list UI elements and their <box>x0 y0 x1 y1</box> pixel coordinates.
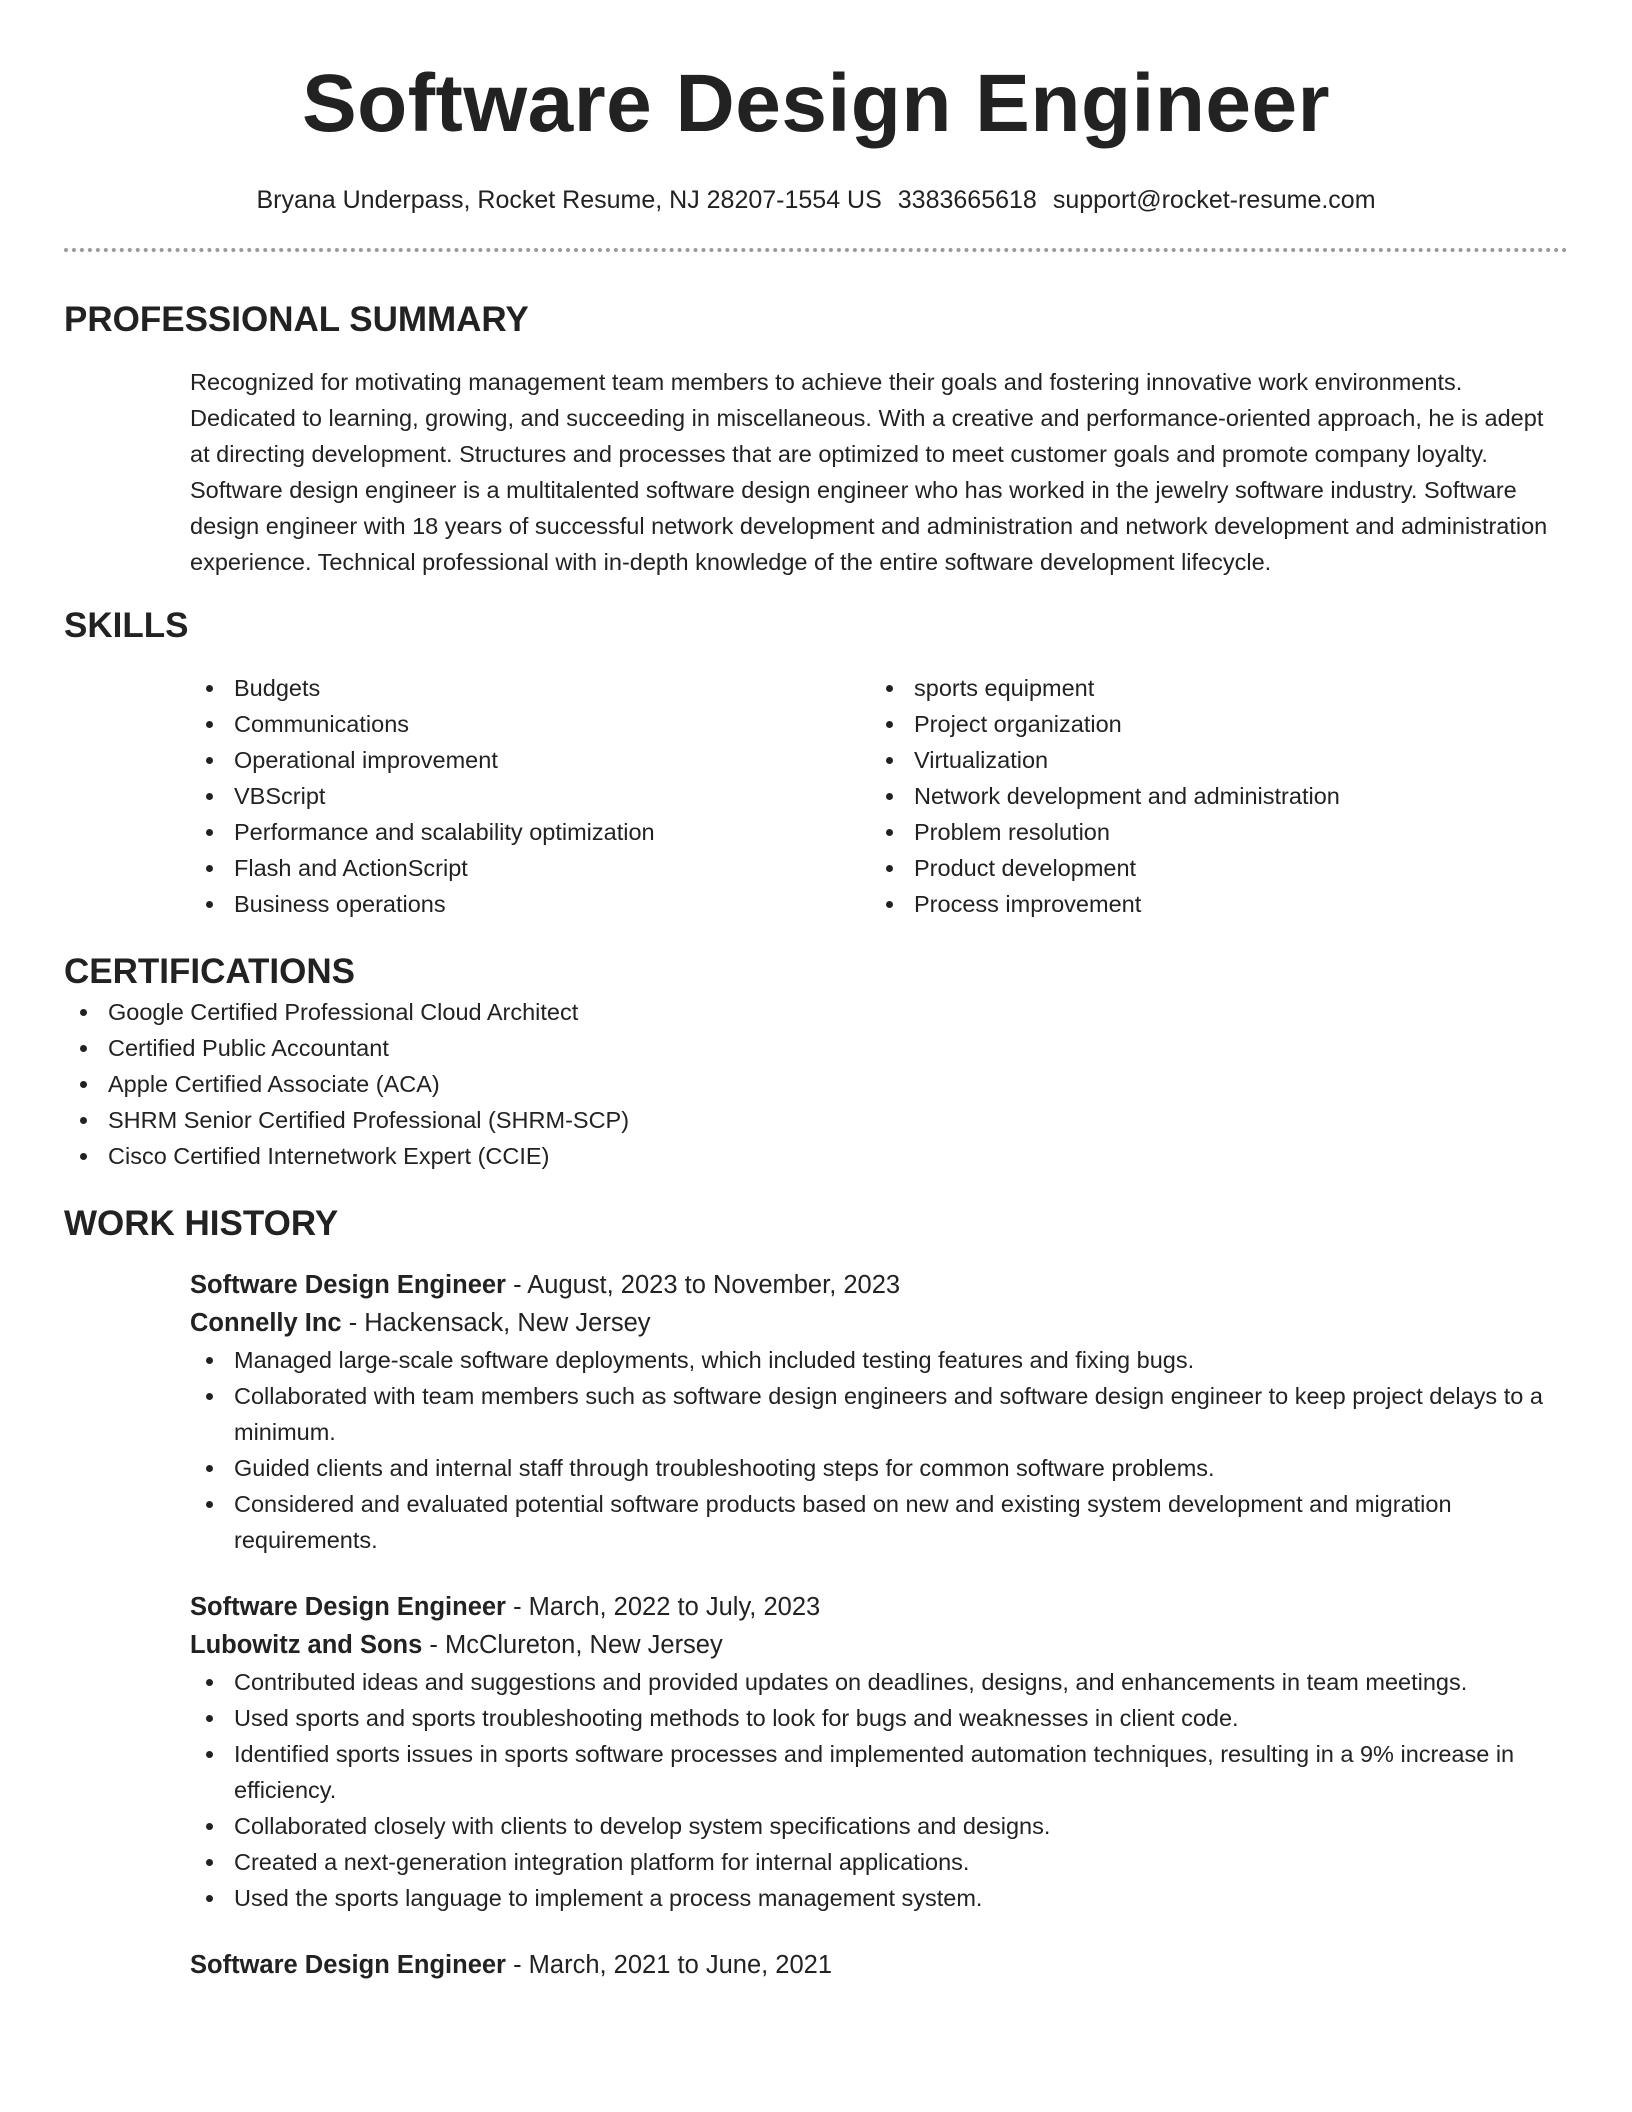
job-company: Lubowitz and Sons <box>190 1631 423 1659</box>
certification-item: Certified Public Accountant <box>64 1030 1568 1066</box>
section-title-certifications: CERTIFICATIONS <box>64 952 356 991</box>
job-entry <box>190 1588 1568 1916</box>
certification-item: Google Certified Professional Cloud Architect <box>64 994 1568 1030</box>
job-role-line <box>190 1266 1568 1304</box>
skill-item: Budgets <box>190 670 870 706</box>
job-bullet: Guided clients and internal staff through troubleshooting steps for common software problems. <box>190 1450 1568 1486</box>
skill-item: Flash and ActionScript <box>190 850 870 886</box>
certification-item: SHRM Senior Certified Professional (SHRM-SCP) <box>64 1102 1568 1138</box>
skills-column-right <box>870 670 1550 922</box>
job-bullet: Used the sports language to implement a process management system. <box>190 1880 1568 1916</box>
job-bullet: Contributed ideas and suggestions and provided updates on deadlines, designs, and enhancements in team meetings. <box>190 1664 1568 1700</box>
skill-item: Problem resolution <box>870 814 1550 850</box>
resume-page <box>64 0 1568 1984</box>
job-entry <box>190 1266 1568 1558</box>
certification-item: Cisco Certified Internetwork Expert (CCIE) <box>64 1138 1568 1174</box>
job-location: - McClureton, New Jersey <box>422 1631 723 1659</box>
skill-item: Project organization <box>870 706 1550 742</box>
job-bullet: Used sports and sports troubleshooting methods to look for bugs and weaknesses in client code. <box>190 1700 1568 1736</box>
skills-column-left <box>190 670 870 922</box>
job-bullet: Considered and evaluated potential software products based on new and existing system development and migration requirements. <box>190 1486 1568 1558</box>
skill-item: VBScript <box>190 778 870 814</box>
skill-item: Communications <box>190 706 870 742</box>
contact-email[interactable]: support@rocket-resume.com <box>1052 186 1376 214</box>
job-dates: - March, 2021 to June, 2021 <box>506 1951 833 1979</box>
section-title-skills: SKILLS <box>64 606 189 645</box>
skill-item: Network development and administration <box>870 778 1550 814</box>
job-role-line <box>190 1588 1568 1626</box>
contact-address: Bryana Underpass, Rocket Resume, NJ 28207-1554 US <box>256 186 882 214</box>
job-role: Software Design Engineer <box>190 1951 506 1979</box>
section-title-summary: PROFESSIONAL SUMMARY <box>64 300 529 339</box>
job-dates: - March, 2022 to July, 2023 <box>506 1593 821 1621</box>
skill-item: Operational improvement <box>190 742 870 778</box>
job-company: Connelly Inc <box>190 1309 342 1337</box>
job-bullet: Collaborated closely with clients to develop system specifications and designs. <box>190 1808 1568 1844</box>
job-company-line <box>190 1626 1568 1664</box>
job-role: Software Design Engineer <box>190 1271 506 1299</box>
contact-line <box>64 184 1568 216</box>
certification-item: Apple Certified Associate (ACA) <box>64 1066 1568 1102</box>
skills-grid <box>190 670 1568 922</box>
skill-item: Process improvement <box>870 886 1550 922</box>
job-entry <box>190 1946 1568 1984</box>
job-role-line <box>190 1946 1568 1984</box>
skill-item: Virtualization <box>870 742 1550 778</box>
header-divider <box>64 248 1568 252</box>
skill-item: Performance and scalability optimization <box>190 814 870 850</box>
job-bullet: Created a next-generation integration platform for internal applications. <box>190 1844 1568 1880</box>
job-dates: - August, 2023 to November, 2023 <box>506 1271 901 1299</box>
job-location: - Hackensack, New Jersey <box>341 1309 651 1337</box>
skill-item: sports equipment <box>870 670 1550 706</box>
skill-item: Product development <box>870 850 1550 886</box>
section-title-work-history: WORK HISTORY <box>64 1204 339 1243</box>
job-bullets <box>190 1342 1568 1558</box>
contact-phone: 3383665618 <box>897 186 1037 214</box>
skill-item: Business operations <box>190 886 870 922</box>
job-bullets <box>190 1664 1568 1916</box>
job-bullet: Identified sports issues in sports software processes and implemented automation techniques, resulting in a 9% increase in efficiency. <box>190 1736 1568 1808</box>
resume-name: Software Design Engineer <box>301 58 1331 149</box>
summary-text: Recognized for motivating management team members to achieve their goals and fostering innovative work environments. Dedicated to learning, growing, and succeeding in miscellaneous. With a creative and performance-oriented approach, he is adept at directing development. Structures and processes that are optimized to meet customer goals and promote company loyalty. Software design engineer is a multitalented software design engineer who has worked in the jewelry software industry. Software design engineer with 18 years of successful network development and administration and network development and administration experience. Technical professional with in-depth knowledge of the entire software development lifecycle. <box>190 369 1548 575</box>
job-role: Software Design Engineer <box>190 1593 506 1621</box>
job-bullet: Collaborated with team members such as software design engineers and software design engineer to keep project delays to a minimum. <box>190 1378 1568 1450</box>
certifications-list <box>64 994 1568 1174</box>
job-bullet: Managed large-scale software deployments, which included testing features and fixing bugs. <box>190 1342 1568 1378</box>
job-company-line <box>190 1304 1568 1342</box>
